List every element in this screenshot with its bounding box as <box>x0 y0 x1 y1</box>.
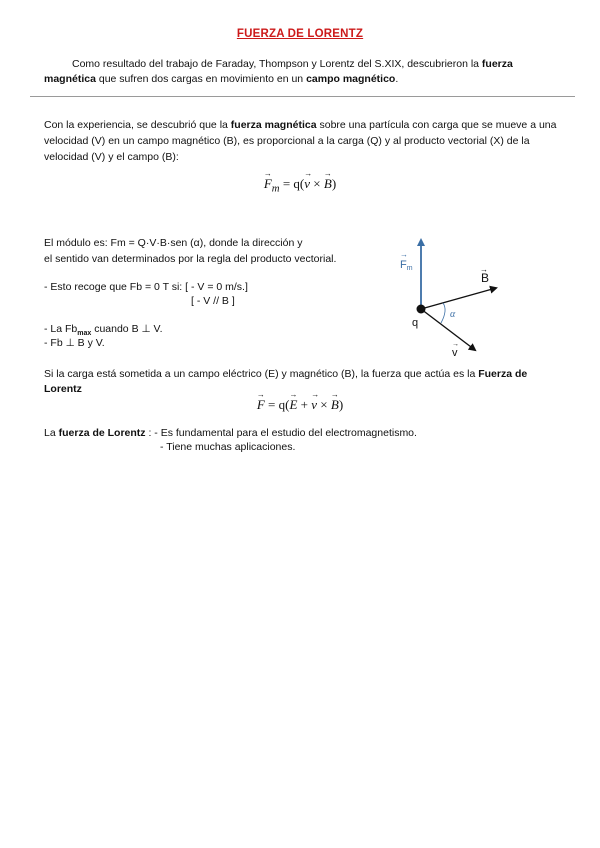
formula1-eq: = q( <box>279 176 305 191</box>
fb-perp-line: - Fb ⊥ B y V. <box>44 337 105 349</box>
charge-dot <box>417 305 426 314</box>
intro-text-2: que sufren dos cargas en movimiento en un <box>95 73 307 85</box>
condition-line-1: - Esto recoge que Fb = 0 T si: [ - V = 0 m/s.] <box>44 281 248 293</box>
final-line-1 <box>44 426 417 441</box>
fbmax-post: cuando B ⊥ V. <box>91 323 163 335</box>
intro-paragraph <box>44 57 556 87</box>
fm-label: Fm <box>400 259 413 272</box>
formula2-eq: = q( <box>264 397 290 412</box>
modulo-block <box>44 235 336 267</box>
lorentz-formula: → F = q( → E + → v × → B) <box>256 390 344 412</box>
b-vector-arrow <box>421 288 496 309</box>
formula2-v: v <box>311 397 318 412</box>
formula2-lhs: F <box>256 397 265 412</box>
final-post: : - Es fundamental para el estudio del electromagnetismo. <box>145 427 417 439</box>
v-label-arrow: → <box>452 341 459 348</box>
divider <box>30 96 575 97</box>
formula2-b: B <box>330 397 339 412</box>
modulo-line-1: El módulo es: Fm = Q·V·B·sen (α), donde la dirección y <box>44 237 303 249</box>
magnetic-force-formula: → $F_m = q$( → v × → B) <box>263 169 337 195</box>
intro-bold-2: campo magnético <box>306 73 396 85</box>
p3-bold-1: Fuerza de Lorentz <box>44 368 528 395</box>
fbmax-pre: - La Fb <box>44 323 78 335</box>
document-title: FUERZA DE LORENTZ <box>236 28 364 40</box>
v-vector-arrow <box>421 309 475 350</box>
p1-text-1: Con la experiencia, se descubrió que la <box>44 119 231 131</box>
final-bold: fuerza de Lorentz <box>58 427 146 439</box>
lorentz-paragraph <box>44 367 560 397</box>
formula1-v: v <box>304 176 311 191</box>
formula1-times: × <box>310 176 324 191</box>
fbmax-sub: max <box>77 330 92 338</box>
intro-bold-1: fuerza magnética <box>44 58 513 85</box>
formula2-close: ) <box>338 397 344 412</box>
formula2-times: × <box>317 397 331 412</box>
modulo-line-2: el sentido van determinados por la regla del producto vectorial. <box>44 253 337 265</box>
fm-label-arrow: → <box>400 250 408 259</box>
p1-bold-1: fuerza magnética <box>230 119 317 131</box>
formula2-plus: + <box>297 397 312 412</box>
condition-line-2: [ - V // B ] <box>191 295 235 307</box>
alpha-label: α <box>450 309 456 320</box>
intro-text-3: . <box>395 73 399 85</box>
final-line-2: - Tiene muchas aplicaciones. <box>160 441 296 453</box>
v-label: v <box>452 347 458 359</box>
b-label-arrow: → <box>480 265 488 274</box>
b-label: B <box>481 271 490 285</box>
force-diagram <box>390 232 510 362</box>
formula2-e: E <box>289 397 298 412</box>
p3-text-1: Si la carga está sometida a un campo eléctrico (E) y magnético (B), la fuerza que actúa es la <box>44 368 479 380</box>
experience-paragraph <box>44 117 560 165</box>
intro-text-1: Como resultado del trabajo de Faraday, Thompson y Lorentz del S.XIX, descubrieron la <box>72 58 482 70</box>
formula1-close: ) <box>331 176 337 191</box>
p1-text-2: sobre una partícula con carga que se mueve a una velocidad (V) en un campo magnético (B), es proporcional a la carga (Q) y al producto vectorial (X) de la velocidad (V) y el campo (B): <box>44 119 557 163</box>
final-pre: La <box>44 427 59 439</box>
formula1-b: B <box>323 176 332 191</box>
formula1-lhs-sub: m <box>271 182 280 195</box>
q-label: q <box>412 317 419 329</box>
formula1-lhs: F <box>263 176 272 191</box>
alpha-arc <box>441 303 445 323</box>
